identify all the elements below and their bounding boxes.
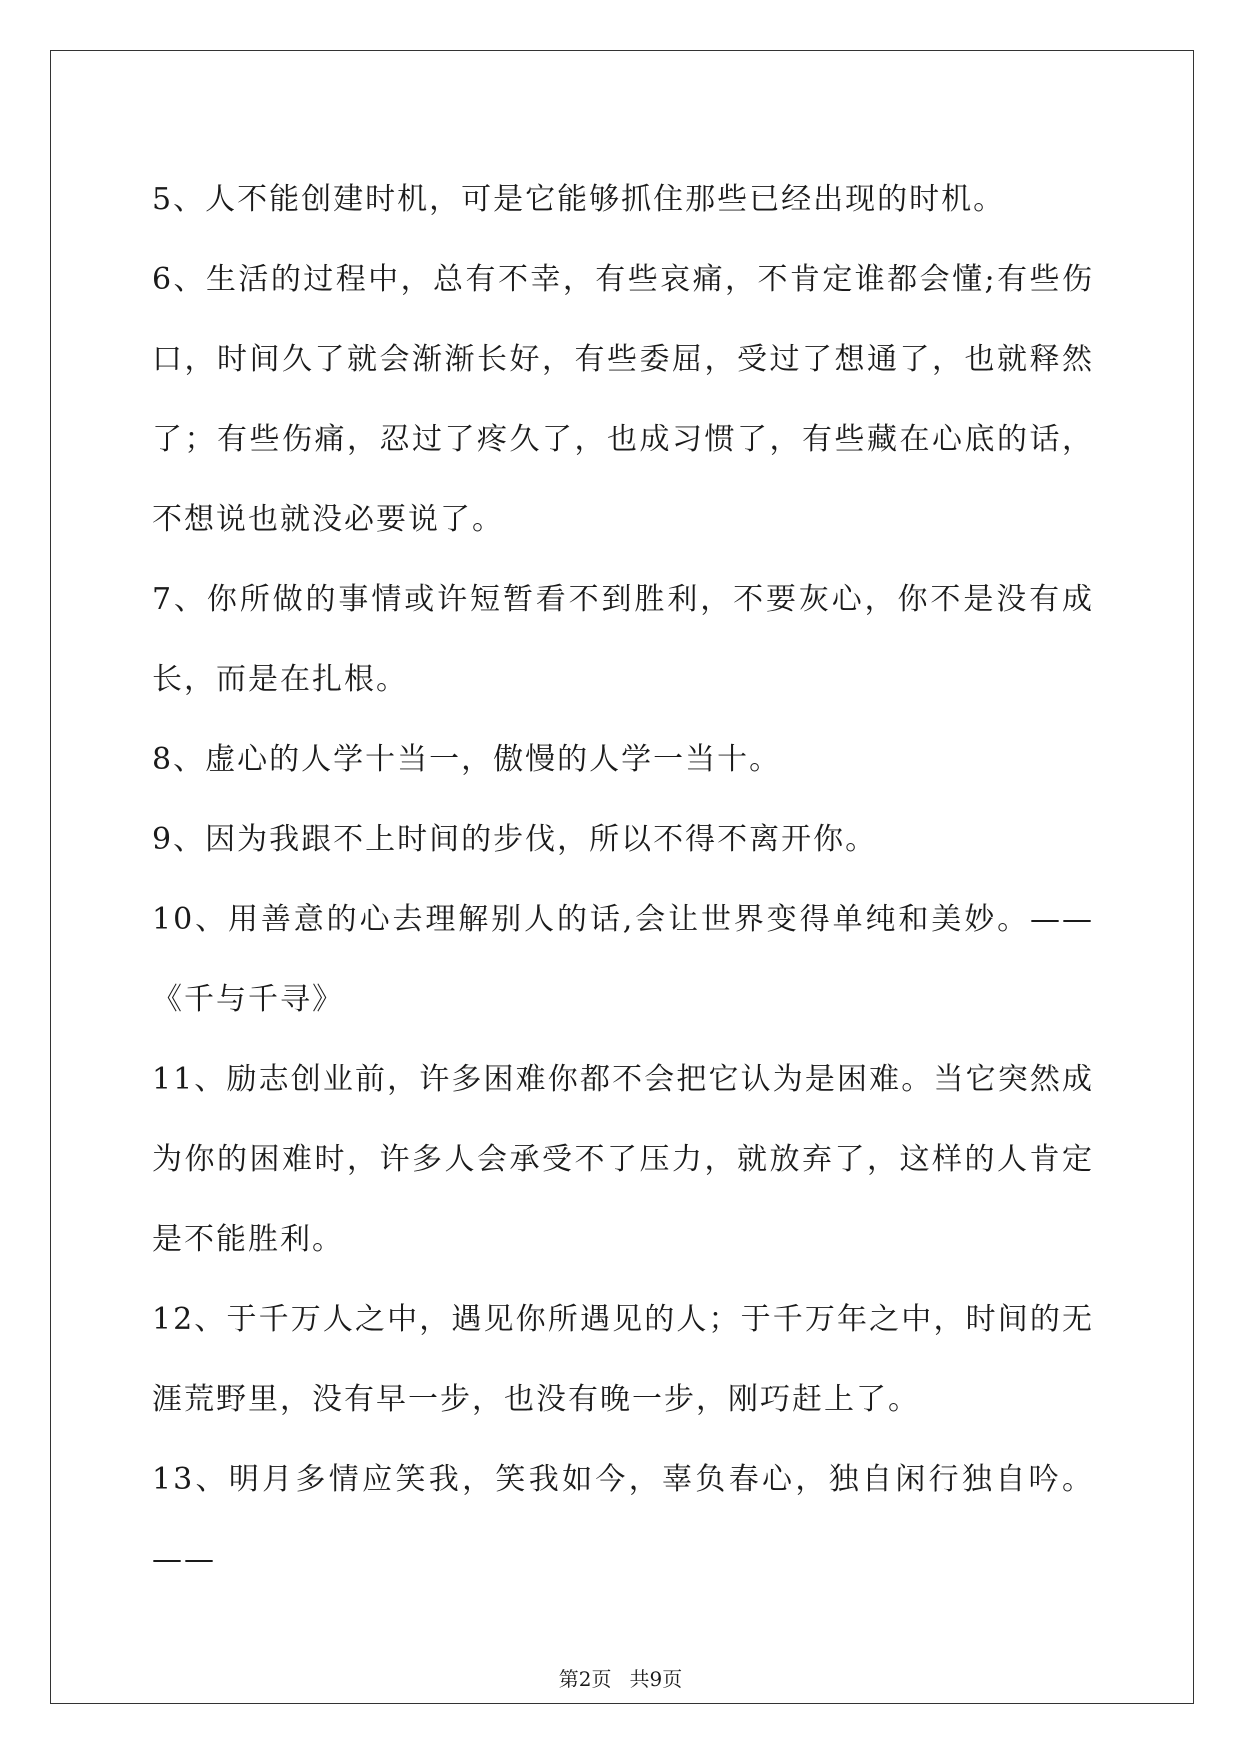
paragraph-8: 8、虚心的人学十当一，傲慢的人学一当十。 bbox=[152, 742, 782, 777]
paragraph-9: 9、因为我跟不上时间的步伐，所以不得不离开你。 bbox=[152, 822, 878, 857]
document-body bbox=[152, 160, 1094, 1600]
paragraph-7: 7、你所做的事情或许短暂看不到胜利，不要灰心，你不是没有成长，而是在扎根。 bbox=[152, 582, 1094, 697]
page-number: 第2页 bbox=[558, 1667, 612, 1691]
paragraph-13: 13、明月多情应笑我，笑我如今，辜负春心，独自闲行独自吟。—— bbox=[152, 1462, 1094, 1577]
paragraph-6: 6、生活的过程中，总有不幸，有些哀痛，不肯定谁都会懂;有些伤口，时间久了就会渐渐长好，有些委屈，受过了想通了，也就释然了；有些伤痛，忍过了疼久了，也成习惯了，有些藏在心底的话，不想说也就没必要说了。 bbox=[152, 262, 1094, 537]
paragraph-5: 5、人不能创建时机，可是它能够抓住那些已经出现的时机。 bbox=[152, 182, 1006, 217]
page-footer bbox=[0, 1667, 1241, 1691]
paragraph-10: 10、用善意的心去理解别人的话,会让世界变得单纯和美妙。——《千与千寻》 bbox=[152, 902, 1094, 1017]
paragraph-11: 11、励志创业前，许多困难你都不会把它认为是困难。当它突然成为你的困难时，许多人会承受不了压力，就放弃了，这样的人肯定是不能胜利。 bbox=[152, 1062, 1094, 1257]
paragraph-12: 12、于千万人之中，遇见你所遇见的人；于千万年之中，时间的无涯荒野里，没有早一步，也没有晚一步，刚巧赶上了。 bbox=[152, 1302, 1094, 1417]
page-total: 共9页 bbox=[629, 1667, 683, 1691]
